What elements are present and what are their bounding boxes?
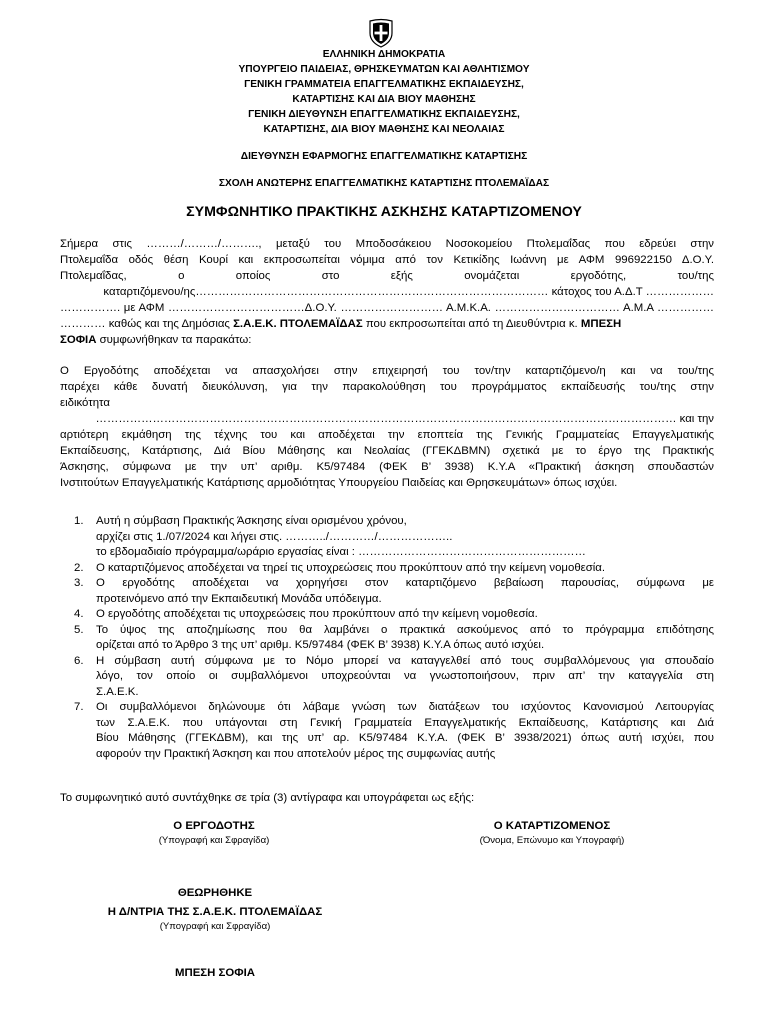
- intro-line: Πτολεμαΐδα οδός θέση Κουρί και εκπροσωπείται νόμιμα από τον Κετικίδης Ιωάννη με ΑΦΜ 996922150 Δ.Ο.Υ.: [60, 254, 714, 266]
- director-name: ΜΠΕΣΗ ΣΟΦΙΑ: [175, 967, 255, 979]
- intro-text: ………… καθώς και της Δημόσιας: [60, 318, 234, 330]
- employer-clause: [60, 363, 714, 491]
- director-signature-block: [60, 885, 370, 981]
- intro-paragraph: [60, 236, 714, 348]
- employer-signature-block: [114, 818, 314, 847]
- term-item: [60, 514, 714, 561]
- term-text: λόγο, τον οποίο οι συμβαλλόμενοι υποχρεούνται να γνωστοποιήσουν, πριν απ’ την καταγγελία στη: [96, 670, 714, 682]
- term-number: 5.: [74, 623, 84, 636]
- term-text: το εβδομαδιαίο πρόγραμμα/ωράριο εργασίας είναι : ……………………………………………………: [96, 546, 586, 558]
- term-text: Ο εργοδότης αποδέχεται να χορηγήσει στον καταρτιζόμενο βεβαίωση παρουσίας, σύμφωνα με: [96, 577, 714, 589]
- header-general-directorate-1: ΓΕΝΙΚΗ ΔΙΕΥΘΥΝΣΗ ΕΠΑΓΓΕΛΜΑΤΙΚΗΣ ΕΚΠΑΙΔΕΥΣΗΣ,: [248, 109, 520, 120]
- intro-line: ……………. με ΑΦΜ ………………………………Δ.Ο.Υ. ……………………… Α.Μ.Κ.Α. …………………………… Α.Μ.Α ……………: [60, 302, 714, 314]
- term-text: Βίου Μάθησης (ΓΓΕΚΔΒΜ), και της υπ’ αρ. Κ5/97484 Κ.Υ.Α. (ΦΕΚ Β’ 3938/2021) όπως αυτή ισχύει, που: [96, 732, 714, 744]
- clause-line: Ινστιτούτων Επαγγελματικής Κατάρτισης αρμοδιότητας Υπουργείου Παιδείας και Θρησκευμάτων» όπως ισχύει.: [60, 477, 618, 489]
- approved-label: ΘΕΩΡΗΘΗΚΕ: [177, 887, 253, 899]
- intro-text: συμφωνήθηκαν τα παρακάτω:: [96, 334, 252, 346]
- header-republic: ΕΛΛΗΝΙΚΗ ΔΗΜΟΚΡΑΤΙΑ: [322, 49, 446, 60]
- clause-line: αρτιότερη εκμάθηση της τέχνης του και αποδέχεται την εποπτεία της Γενικής Γραμματείας Επαγγελματικής: [60, 429, 714, 441]
- trainee-signature-note: (Όνομα, Επώνυμο και Υπογραφή): [479, 835, 625, 846]
- closing-text: Το συμφωνητικό αυτό συντάχθηκε σε τρία (3) αντίγραφα και υπογράφεται ως εξής:: [60, 792, 475, 804]
- header-secretariat-2: ΚΑΤΑΡΤΙΣΗΣ ΚΑΙ ΔΙΑ ΒΙΟΥ ΜΑΘΗΣΗΣ: [292, 94, 476, 105]
- intro-line: [60, 332, 714, 348]
- term-text: αρχίζει στις 1./07/2024 και λήγει στις. ………../…………/………………..: [96, 530, 453, 543]
- intro-line: Πτολεμαΐδας, ο οποίος στο εξής ονομάζεται εργοδότης, του/της: [60, 270, 714, 282]
- header-directorate: ΔΙΕΥΘΥΝΣΗ ΕΦΑΡΜΟΓΗΣ ΕΠΑΓΓΕΛΜΑΤΙΚΗΣ ΚΑΤΑΡΤΙΣΗΣ: [240, 151, 528, 162]
- director-signature-note: (Υπογραφή και Σφραγίδα): [159, 921, 271, 932]
- terms-list: [60, 514, 714, 762]
- term-text: Το ύψος της αποζημίωσης που θα λαμβάνει ο πρακτικά ασκούμενος από το πρόγραμμα επιδότησης: [96, 623, 714, 636]
- header-school: ΣΧΟΛΗ ΑΝΩΤΕΡΗΣ ΕΠΑΓΓΕΛΜΑΤΙΚΗΣ ΚΑΤΑΡΤΙΣΗΣ ΠΤΟΛΕΜΑΪΔΑΣ: [218, 178, 550, 189]
- term-number: 4.: [74, 608, 84, 620]
- trainee-signature-block: [432, 818, 672, 847]
- school-name: Σ.Α.Ε.Κ. ΠΤΟΛΕΜΑΪΔΑΣ: [233, 318, 363, 330]
- term-number: 1.: [74, 515, 84, 527]
- term-text: αφορούν την Πρακτική Άσκηση και που αποτελούν μέρος της συμφωνίας αυτής: [96, 747, 496, 760]
- director-signature-title: Η Δ/ΝΤΡΙΑ ΤΗΣ Σ.Α.Ε.Κ. ΠΤΟΛΕΜΑΪΔΑΣ: [107, 906, 323, 918]
- term-text: Σ.Α.Ε.Κ.: [96, 685, 139, 698]
- director-surname: ΜΠΕΣΗ: [580, 318, 622, 330]
- clause-line: ……………………………………………………………………………………………………………………………………… και την: [95, 413, 714, 425]
- trainee-signature-title: Ο ΚΑΤΑΡΤΙΖΟΜΕΝΟΣ: [493, 820, 611, 832]
- term-item: [60, 561, 714, 577]
- term-text: Ο καταρτιζόμενος αποδέχεται να τηρεί τις υποχρεώσεις που προκύπτουν από την κείμενη νομοθεσία.: [96, 561, 606, 574]
- intro-text: που εκπροσωπείται από τη Διευθύντρια κ.: [362, 318, 581, 330]
- term-item: [60, 576, 714, 607]
- employer-signature-title: Ο ΕΡΓΟΔΟΤΗΣ: [173, 820, 255, 832]
- header-general-directorate-2: ΚΑΤΑΡΤΙΣΗΣ, ΔΙΑ ΒΙΟΥ ΜΑΘΗΣΗΣ ΚΑΙ ΝΕΟΛΑΙΑΣ: [263, 124, 505, 135]
- intro-line: [60, 316, 714, 332]
- greek-coat-of-arms-icon: [366, 18, 396, 48]
- clause-line: Άσκησης, σύμφωνα με την υπ’ αριθμ. Κ5/97484 (ΦΕΚ Β’ 3938) Κ.Υ.Α «Πρακτική άσκηση σπουδαστών: [60, 461, 714, 473]
- term-item: [60, 607, 714, 623]
- closing-statement: [60, 790, 714, 806]
- term-text: προτεινόμενο από την Εκπαιδευτική Μονάδα υπόδειγμα.: [96, 592, 382, 605]
- term-item: [60, 654, 714, 701]
- document-title: ΣΥΜΦΩΝΗΤΙΚΟ ΠΡΑΚΤΙΚΗΣ ΑΣΚΗΣΗΣ ΚΑΤΑΡΤΙΖΟΜΕΝΟΥ: [186, 204, 582, 220]
- director-firstname: ΣΟΦΙΑ: [60, 334, 97, 346]
- term-number: 7.: [74, 701, 84, 713]
- term-text: Οι συμβαλλόμενοι δηλώνουμε ότι λάβαμε γνώση των διατάξεων του ισχύοντος Κανονισμού Λειτουργίας: [96, 701, 714, 713]
- clause-line: ειδικότητα: [60, 397, 110, 409]
- clause-line: παρέχει κάθε δυνατή διευκόλυνση, για την παρακολούθηση του προγράμματος εκπαίδευσής του/της στην: [60, 381, 714, 393]
- term-text: ορίζεται από το Άρθρο 3 της υπ’ αριθμ. Κ5/97484 (ΦΕΚ Β’ 3938) Κ.Υ.Α όπως αυτό ισχύει.: [96, 639, 545, 651]
- term-text: των Σ.Α.Ε.Κ. που υπάγονται στη Γενική Γραμματεία Επαγγελματικής Εκπαίδευσης, Κατάρτισης και Διά: [96, 716, 714, 729]
- term-item: [60, 623, 714, 654]
- term-text: Ο εργοδότης αποδέχεται τις υποχρεώσεις που προκύπτουν από την κείμενη νομοθεσία.: [96, 608, 538, 620]
- clause-line: Ο Εργοδότης αποδέχεται να απασχολήσει στην επιχειρησή του τον/την καταρτιζόμενο/η και να του/της: [60, 365, 714, 377]
- header-ministry: ΥΠΟΥΡΓΕΙΟ ΠΑΙΔΕΙΑΣ, ΘΡΗΣΚΕΥΜΑΤΩΝ ΚΑΙ ΑΘΛΗΤΙΣΜΟΥ: [238, 64, 530, 75]
- term-text: Αυτή η σύμβαση Πρακτικής Άσκησης είναι ορισμένου χρόνου,: [96, 515, 407, 527]
- term-number: 6.: [74, 654, 84, 667]
- clause-line: Εκπαίδευσης, Κατάρτισης, Διά Βίου Μάθησης και Νεολαίας (ΓΓΕΚΔΒΜΝ) σχετικά με το έργο της Πρακτικής: [60, 445, 714, 457]
- intro-line: Σήμερα στις ………/………/………., μεταξύ του Μποδοσάκειου Νοσοκομείου Πτολεμαΐδας που εδρεύει στην: [60, 238, 714, 250]
- term-text: Η σύμβαση αυτή σύμφωνα με το Νόμο μπορεί να καταγγελθεί από τους συμβαλλόμενους για σπουδαίο: [96, 654, 714, 667]
- employer-signature-note: (Υπογραφή και Σφραγίδα): [158, 835, 270, 846]
- header-secretariat-1: ΓΕΝΙΚΗ ΓΡΑΜΜΑΤΕΙΑ ΕΠΑΓΓΕΛΜΑΤΙΚΗΣ ΕΚΠΑΙΔΕΥΣΗΣ,: [244, 79, 524, 90]
- intro-line: καταρτιζόμενου/ης………………………………………………………………………………… κάτοχος του Α.Δ.Τ ………………: [103, 286, 714, 298]
- term-number: 2.: [74, 561, 84, 574]
- term-item: [60, 700, 714, 762]
- term-number: 3.: [74, 577, 84, 589]
